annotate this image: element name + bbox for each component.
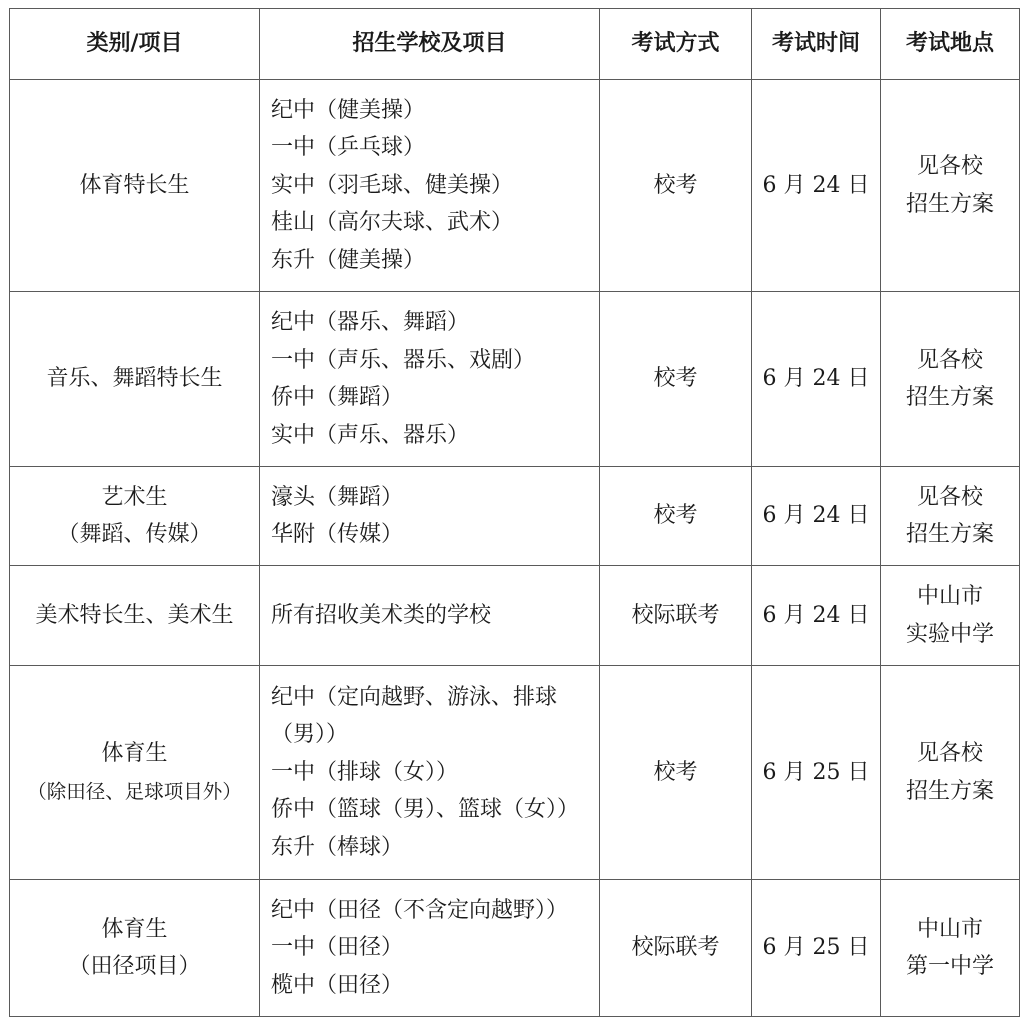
method-cell: 校际联考: [600, 566, 752, 666]
category-line: 体育特长生: [79, 172, 190, 198]
place-line: 见各校: [916, 154, 983, 179]
schools-cell: [260, 666, 600, 880]
method-cell: 校考: [600, 467, 752, 566]
table-row: [10, 880, 1020, 1017]
time-cell: 6 月 25 日: [752, 666, 881, 880]
table-row: [10, 467, 1020, 566]
header-schools: 招生学校及项目: [260, 9, 600, 80]
category-line: 美术特长生、美术生: [35, 602, 234, 628]
school-line: 纪中（田径（不含定向越野））: [271, 897, 569, 923]
place-line: 招生方案: [905, 522, 994, 547]
school-line: 濠头（舞蹈）: [271, 484, 404, 510]
school-line: 侨中（篮球（男）、篮球（女））: [271, 797, 580, 823]
category-cell: [10, 467, 260, 566]
time-cell: 6 月 25 日: [752, 880, 881, 1017]
school-line: 实中（声乐、器乐）: [271, 422, 470, 448]
header-method: 考试方式: [600, 9, 752, 80]
category-subline: （舞蹈、传媒）: [57, 522, 212, 547]
school-line: 东升（健美操）: [271, 247, 426, 273]
category-subline: （田径项目）: [68, 954, 201, 979]
header-time: 考试时间: [752, 9, 881, 80]
category-cell: [10, 80, 260, 292]
school-line: 纪中（定向越野、游泳、排球: [271, 684, 558, 710]
schools-cell: [260, 566, 600, 666]
table-row: [10, 80, 1020, 292]
school-line: 桂山（高尔夫球、武术）: [271, 210, 514, 236]
category-cell: [10, 880, 260, 1017]
category-cell: [10, 566, 260, 666]
school-line: 一中（田径）: [271, 935, 404, 961]
category-cell: [10, 666, 260, 880]
place-cell: [881, 880, 1020, 1017]
header-place: 考试地点: [881, 9, 1020, 80]
place-line: 中山市: [916, 916, 983, 942]
school-line: 纪中（器乐、舞蹈）: [271, 310, 470, 335]
place-cell: [881, 666, 1020, 880]
place-cell: [881, 292, 1020, 467]
place-line: 招生方案: [905, 191, 994, 217]
schools-cell: [260, 292, 600, 467]
school-line: 一中（乒乓球）: [271, 135, 426, 161]
header-category: 类别/项目: [10, 9, 260, 80]
table-header-row: [10, 9, 1020, 80]
school-line: 华附（传媒）: [271, 522, 404, 547]
time-cell: 6 月 24 日: [752, 467, 881, 566]
school-line: 所有招收美术类的学校: [271, 602, 492, 628]
time-cell: 6 月 24 日: [752, 80, 881, 292]
place-line: 第一中学: [905, 954, 994, 979]
place-line: 见各校: [916, 484, 983, 510]
time-cell: 6 月 24 日: [752, 566, 881, 666]
method-cell: 校考: [600, 80, 752, 292]
category-line: 体育生: [101, 916, 168, 942]
schools-cell: [260, 80, 600, 292]
category-cell: [10, 292, 260, 467]
school-line: 一中（排球（女））: [271, 759, 459, 785]
place-line: 中山市: [916, 584, 983, 609]
time-cell: 6 月 24 日: [752, 292, 881, 467]
schools-cell: [260, 467, 600, 566]
place-line: 招生方案: [905, 385, 994, 410]
table-row: [10, 566, 1020, 666]
place-cell: [881, 467, 1020, 566]
place-line: 实验中学: [905, 621, 994, 647]
place-line: 见各校: [916, 347, 983, 373]
place-line: 见各校: [916, 741, 983, 766]
place-cell: [881, 566, 1020, 666]
method-cell: 校考: [600, 666, 752, 880]
category-line: 音乐、舞蹈特长生: [46, 366, 223, 392]
school-line: 实中（羽毛球、健美操）: [271, 172, 514, 198]
school-line: 东升（棒球）: [271, 834, 404, 860]
school-line: （男））: [271, 722, 349, 748]
exam-schedule-table: [9, 8, 1020, 1017]
school-line: 一中（声乐、器乐、戏剧）: [271, 347, 536, 373]
method-cell: 校际联考: [600, 880, 752, 1017]
table-row: [10, 292, 1020, 467]
table-row: [10, 666, 1020, 880]
method-cell: 校考: [600, 292, 752, 467]
place-line: 招生方案: [905, 778, 994, 804]
school-line: 侨中（舞蹈）: [271, 385, 404, 410]
schools-cell: [260, 880, 600, 1017]
school-line: 纪中（健美操）: [271, 97, 426, 123]
category-subline: （除田径、足球项目外）: [27, 779, 242, 803]
category-line: 体育生: [101, 741, 168, 766]
school-line: 榄中（田径）: [271, 972, 404, 998]
category-line: 艺术生: [101, 484, 168, 510]
place-cell: [881, 80, 1020, 292]
